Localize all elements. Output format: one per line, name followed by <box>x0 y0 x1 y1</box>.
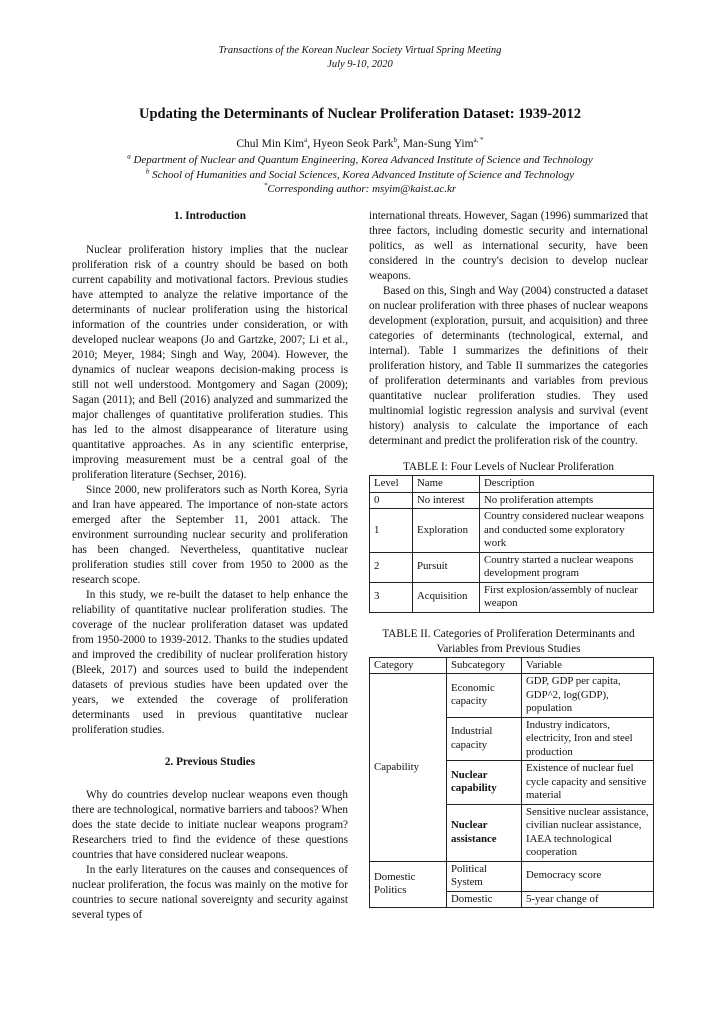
conference-date: July 9-10, 2020 <box>327 59 393 70</box>
author-name: Chul Min Kim <box>236 138 305 150</box>
paragraph: Based on this, Singh and Way (2004) constructed a dataset on nuclear proliferation with three phases of nuclear weapons development (exploration, pursuit, and acquisition) and three categories of determinants (technological, external, and internal). Table I summarizes the definitions of their proliferation history, and Table II summarizes the categories of proliferation determinants and variables from previous quantitative nuclear proliferation studies. They used multinomial logistic regression analysis and survival (event history) analysis to calculate the importance of each determinant and predict the proliferation risk of the country. <box>369 285 648 447</box>
author-list: Chul Min Kim$^a$, Hyeon Seok Park$^b$, Man-Sung Yim$^{a, *}$ <box>236 136 484 150</box>
affiliations <box>0 153 720 197</box>
table-header-row: Level Name Description <box>370 476 654 493</box>
affiliation-line: $^b$ School of Humanities and Social Sciences, Korea Advanced Institute of Science and Technology <box>145 166 575 181</box>
left-column <box>72 209 348 923</box>
table-row: Nuclear capability Existence of nuclear fuel cycle capacity and sensitive material <box>370 761 654 805</box>
corresponding-author: *Corresponding author: msyim@kaist.ac.kr <box>263 181 457 195</box>
section-heading-previous-studies: 2. Previous Studies <box>164 756 256 768</box>
table-row: 2 Pursuit Country started a nuclear weapons development program <box>370 552 654 582</box>
proliferation-levels-table <box>369 475 654 613</box>
table-row: Domestic Politics Political System Democracy score <box>370 861 654 891</box>
paper-title: Updating the Determinants of Nuclear Proliferation Dataset: 1939-2012 <box>138 106 582 122</box>
table-row: 1 Exploration Country considered nuclear weapons and conducted some exploratory work <box>370 509 654 553</box>
section-heading-introduction: 1. Introduction <box>174 210 246 222</box>
author-name: Man-Sung Yim <box>402 138 474 150</box>
table-caption: TABLE I: Four Levels of Nuclear Proliferation <box>403 461 614 473</box>
conference-name: Transactions of the Korean Nuclear Society Virtual Spring Meeting <box>218 45 502 56</box>
table-header-row: Category Subcategory Variable <box>370 657 654 674</box>
conference-header <box>0 44 720 72</box>
right-column <box>369 209 648 908</box>
affiliation-line: $^a$ Department of Nuclear and Quantum Engineering, Korea Advanced Institute of Science and Technology <box>127 152 593 166</box>
paragraph: Since 2000, new proliferators such as North Korea, Syria and Iran have appeared. The importance of non-state actors emerged after the September 11, 2001 attack. The environment surrounding nuclear security and proliferation has been changed. Nevertheless, quantitative nuclear proliferation studies still cover from 1950 to 2000 as the research scope. <box>72 484 348 586</box>
determinants-table <box>369 657 654 909</box>
paragraph: In the early literatures on the causes and consequences of nuclear proliferation, the focus was mainly on the motive for countries to secure national sovereignty and security against several types of <box>72 864 348 921</box>
category-cell: Capability <box>370 674 447 862</box>
paragraph: In this study, we re-built the dataset to help enhance the reliability of quantitative nuclear proliferation studies. The coverage of the nuclear proliferation dataset was updated from 1950-2000 to 1939-2012. Thanks to the studies updated and improved the credibility of nuclear proliferation history (Bleek, 2017) and sources used to build the independent datasets of previous studies have been updated over the years, we extended the coverage of proliferation determinants used in previous quantitative nuclear proliferation studies. <box>72 589 348 736</box>
table-row: 0 No interest No proliferation attempts <box>370 492 654 509</box>
table-row: Capability Economic capacity GDP, GDP per capita, GDP^2, log(GDP), population <box>370 674 654 718</box>
category-cell: Domestic Politics <box>370 861 447 908</box>
table-row: 3 Acquisition First explosion/assembly of nuclear weapon <box>370 582 654 612</box>
author-name: Hyeon Seok Park <box>312 138 394 150</box>
table-row: Industrial capacity Industry indicators, electricity, Iron and steel production <box>370 717 654 761</box>
paragraph: international threats. However, Sagan (1996) summarized that three factors, including domestic security and international politics, as well as international security, have been considered in the country's decision to develop nuclear weapons. <box>369 210 648 282</box>
table-row: Domestic 5-year change of <box>370 891 654 908</box>
table-row: Nuclear assistance Sensitive nuclear assistance, civilian nuclear assistance, IAEA technological cooperation <box>370 804 654 861</box>
paragraph: Why do countries develop nuclear weapons even though there are technological, normative barriers and taboos? When does the state decide to initiate nuclear weapons program? Researchers tried to find the evidence of these questions countries that have considered nuclear weapons. <box>72 789 348 861</box>
table-caption: TABLE II. Categories of Proliferation Determinants and Variables from Previous Studies <box>382 627 635 655</box>
paragraph: Nuclear proliferation history implies that the nuclear proliferation risk of a country should be based on both current capability and motivational factors. Previous studies have attempted to analyze the relative importance of the determinants of nuclear proliferation using the historical information of the countries under consideration, or with developed nuclear weapons (Jo and Gartzke, 2007; Li et al., 2010; Meyer, 1984; Singh and Way, 2004). However, the dynamics of nuclear weapons decision-making process is still not well understood. Montgomery and Sagan (2009); Sagan (2011); and Bell (2016) analyzed and summarized the major challenges of quantitative proliferation studies. This has led to the almost disappearance of literature using quantitative approaches. As in any scientific enterprise, improving measurement must be a central goal of the proliferation literature (Sechser, 2016). <box>72 244 348 481</box>
